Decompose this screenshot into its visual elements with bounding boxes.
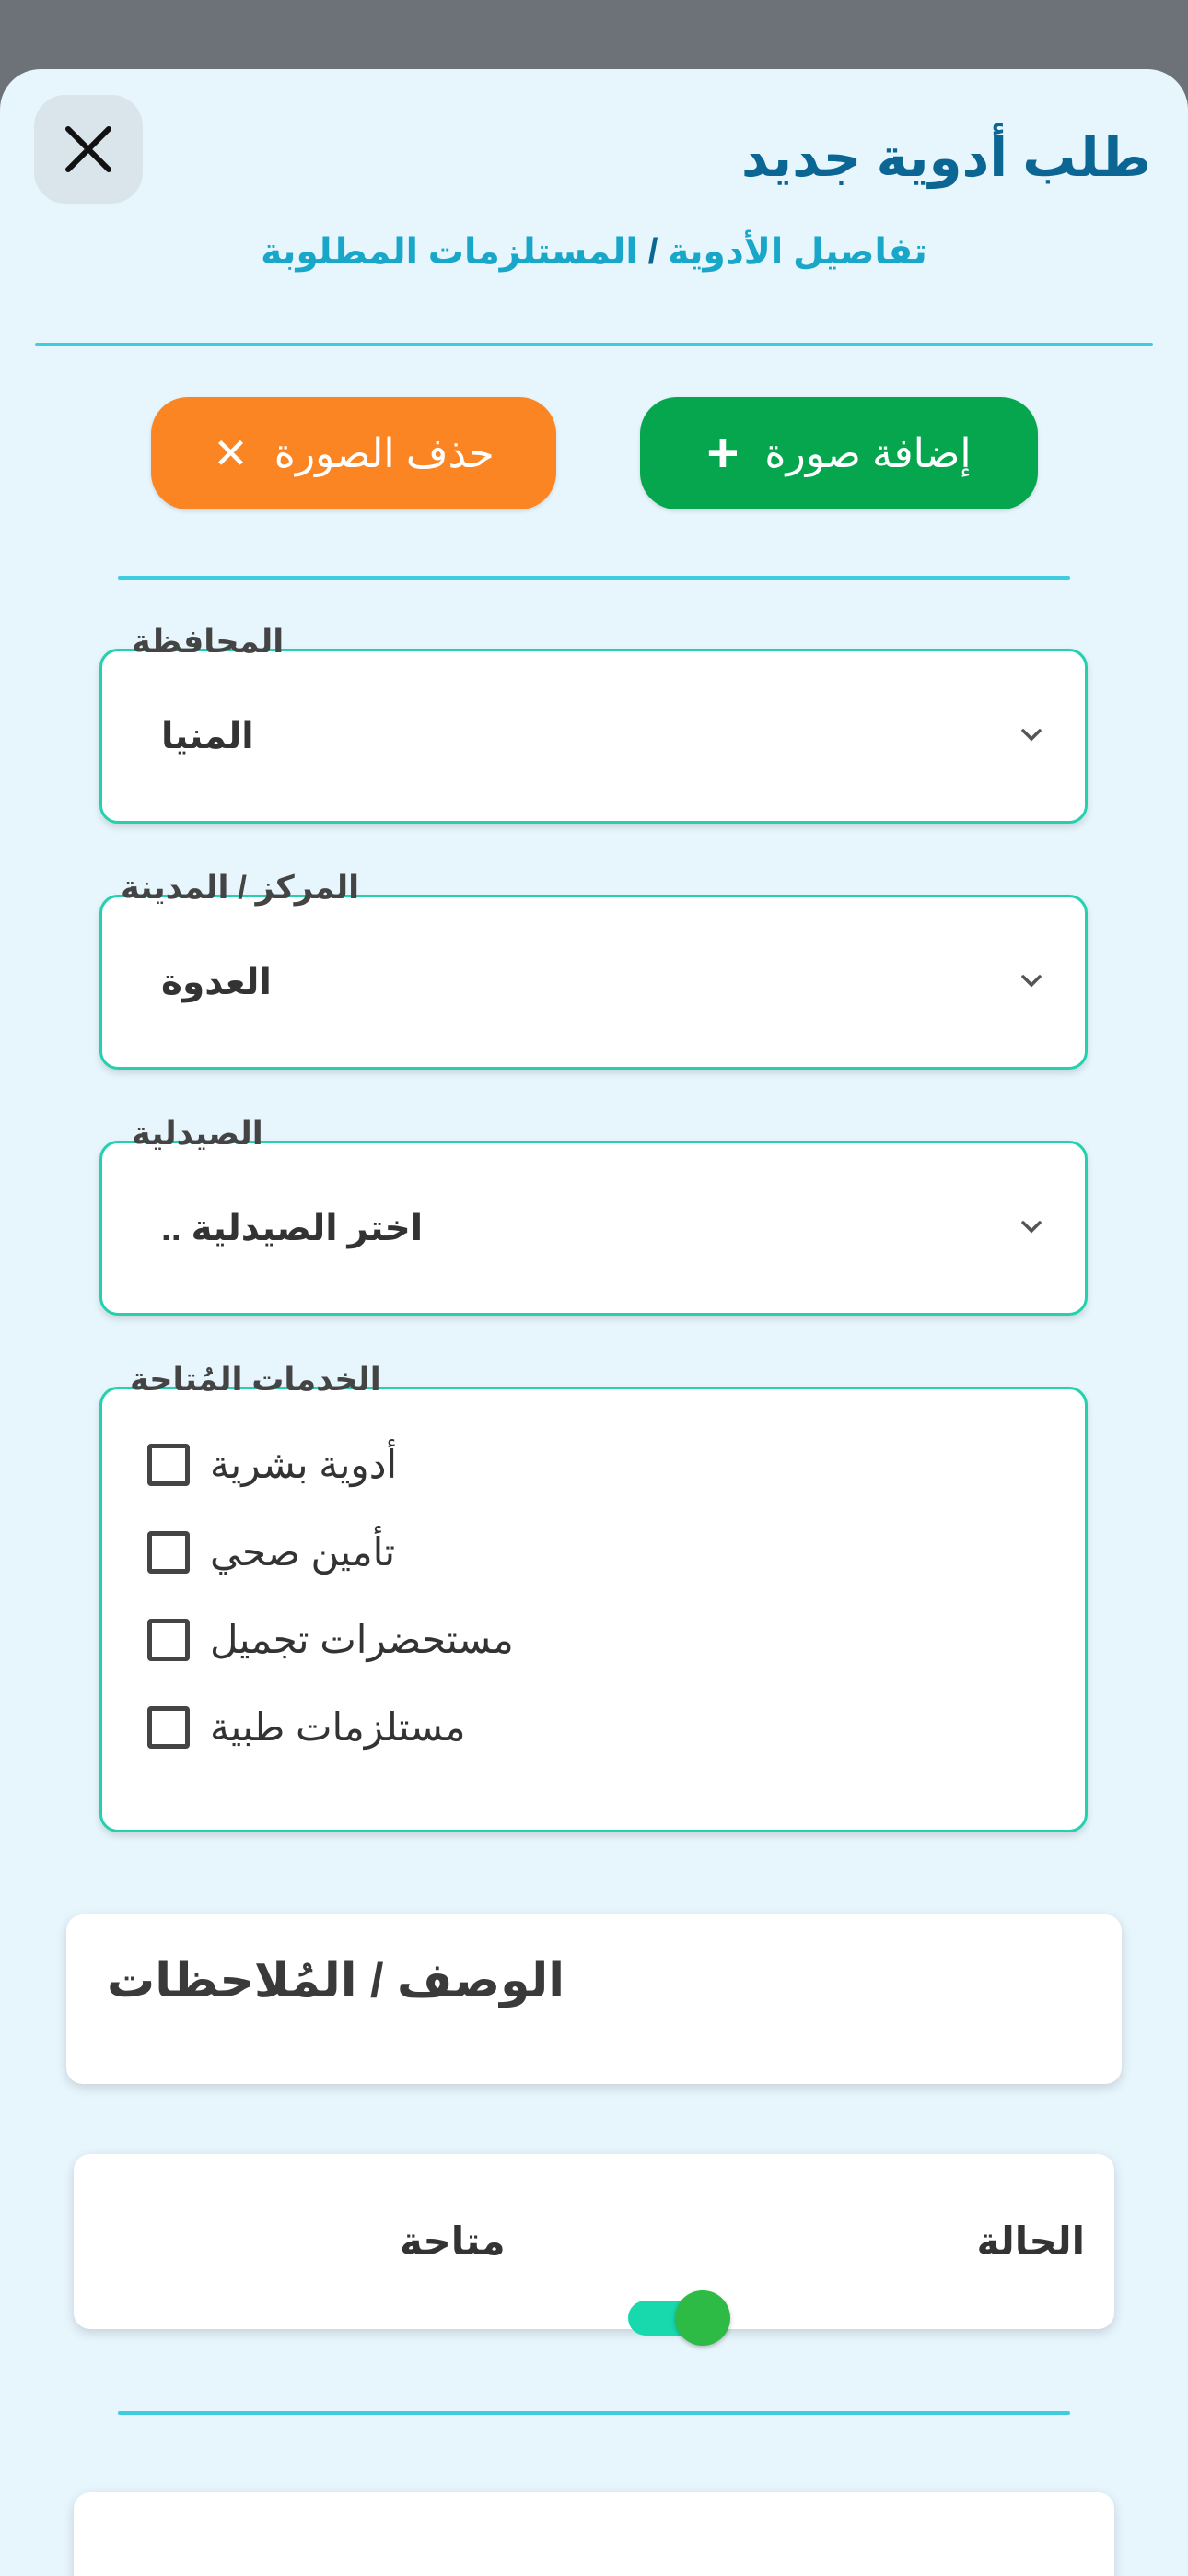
status-card: [74, 2154, 1114, 2329]
chevron-down-icon: [1019, 1219, 1043, 1235]
governorate-select[interactable]: [99, 649, 1088, 824]
services-box: [99, 1387, 1088, 1832]
status-toggle-knob[interactable]: [675, 2290, 730, 2346]
city-value: العدوة: [161, 962, 272, 1002]
page-subtitle: [0, 231, 1188, 273]
pharmacy-value: اختر الصيدلية ..: [161, 1208, 424, 1248]
next-card: [74, 2492, 1114, 2576]
service-item-health-insurance[interactable]: [147, 1508, 514, 1596]
service-label: مستحضرات تجميل: [210, 1618, 514, 1661]
service-label: تأمين صحي: [210, 1530, 396, 1574]
plus-icon: +: [706, 422, 740, 484]
delete-image-label: حذف الصورة: [274, 430, 495, 476]
subtitle-part1: تفاصيل الأدوية: [668, 232, 927, 272]
checkbox[interactable]: [147, 1444, 190, 1486]
bottom-sheet: [0, 69, 1188, 2576]
services-label: الخدمات المُتاحة: [130, 1362, 381, 1398]
service-label: أدوية بشرية: [210, 1443, 398, 1486]
checkbox[interactable]: [147, 1706, 190, 1749]
governorate-label: المحافظة: [132, 624, 285, 660]
add-image-button[interactable]: [640, 397, 1038, 509]
footer-divider: [118, 2411, 1070, 2415]
header-divider: [35, 343, 1153, 346]
checkbox[interactable]: [147, 1531, 190, 1574]
subtitle-part2: المستلزمات المطلوبة: [261, 232, 638, 272]
governorate-value: المنيا: [161, 716, 254, 756]
close-button[interactable]: [34, 95, 143, 204]
service-item-cosmetics[interactable]: [147, 1596, 514, 1683]
chevron-down-icon: [1019, 973, 1043, 989]
section-divider: [118, 576, 1070, 580]
service-label: مستلزمات طبية: [210, 1705, 466, 1749]
page-title: طلب أدوية جديد: [740, 128, 1151, 188]
services-list: [147, 1421, 514, 1771]
notes-card[interactable]: [66, 1914, 1122, 2084]
status-label: الحالة: [976, 2219, 1085, 2263]
checkbox[interactable]: [147, 1619, 190, 1661]
add-image-label: إضافة صورة: [764, 430, 972, 476]
pharmacy-select[interactable]: [99, 1141, 1088, 1316]
status-value: متاحة: [400, 2219, 506, 2263]
x-icon: ✕: [213, 429, 249, 477]
subtitle-separator: /: [637, 232, 669, 272]
delete-image-button[interactable]: [151, 397, 556, 509]
close-icon: [63, 123, 114, 175]
chevron-down-icon: [1019, 727, 1043, 744]
service-item-medical-supplies[interactable]: [147, 1683, 514, 1771]
notes-title: الوصف / المُلاحظات: [107, 1954, 565, 2008]
service-item-human-medicine[interactable]: [147, 1421, 514, 1508]
city-select[interactable]: [99, 895, 1088, 1070]
pharmacy-label: الصيدلية: [132, 1116, 263, 1152]
city-label: المركز / المدينة: [121, 870, 360, 906]
